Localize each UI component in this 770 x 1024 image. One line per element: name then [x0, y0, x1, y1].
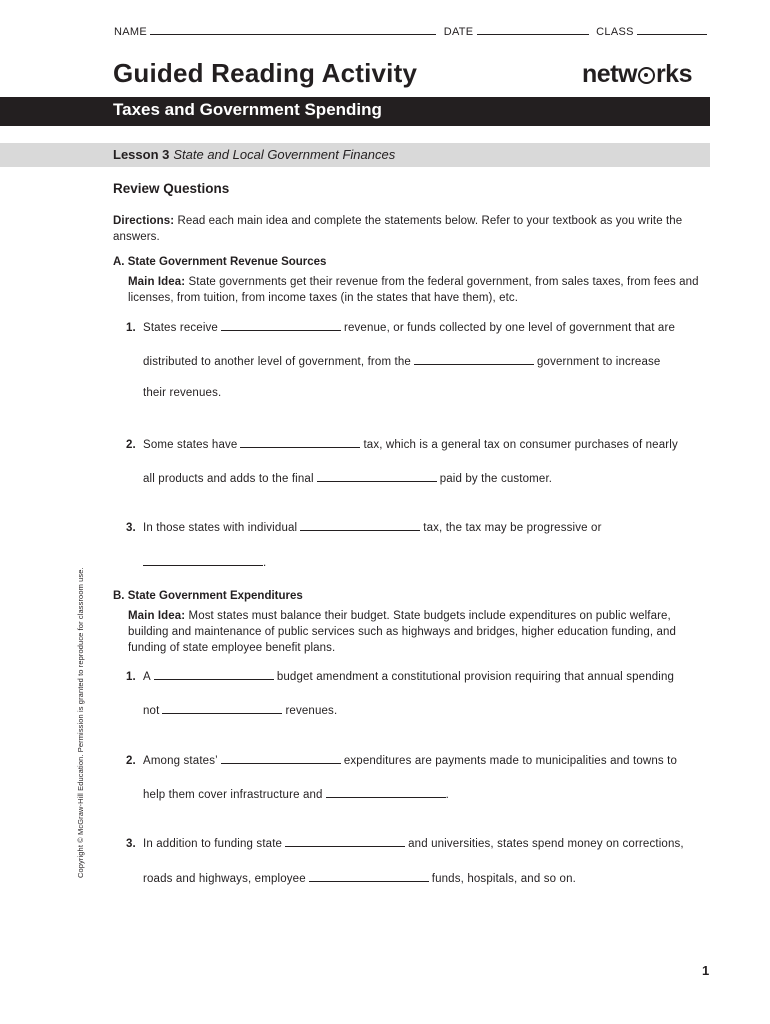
logo-text-start: netw [582, 60, 637, 88]
answer-blank[interactable] [221, 320, 341, 331]
question-text: tax, the tax may be progressive or [423, 522, 602, 534]
lesson-title: State and Local Government Finances [173, 147, 396, 162]
answer-blank[interactable] [154, 669, 274, 680]
question-text: In those states with individual [143, 522, 298, 534]
question-a2-line2 [143, 471, 552, 485]
question-text: their revenues. [143, 387, 222, 399]
question-b2-line1 [126, 753, 677, 767]
question-a1-line3 [143, 387, 221, 399]
logo-text-end: rks [655, 60, 692, 88]
question-text: . [263, 557, 267, 569]
question-text: all products and adds to the final [143, 473, 314, 485]
question-b2-line2 [143, 787, 449, 801]
question-text: A [143, 671, 151, 683]
lesson-banner [0, 143, 710, 167]
main-idea-text: State governments get their revenue from the federal government, from sales taxes, from fees and licenses, from tuition, from income taxes (in the states that have them), etc. [128, 276, 699, 304]
question-text: revenues. [285, 705, 338, 717]
question-number: 2. [126, 439, 136, 451]
answer-blank[interactable] [309, 871, 429, 882]
question-a1-line1 [126, 320, 675, 334]
subtitle-banner [0, 97, 710, 126]
directions-text: Read each main idea and complete the statements below. Refer to your textbook as you write the answers. [113, 215, 683, 243]
directions [113, 213, 703, 245]
main-idea-label: Main Idea: [128, 276, 186, 288]
question-number: 2. [126, 755, 136, 767]
section-b-heading: B. State Government Expenditures [113, 590, 303, 602]
answer-blank[interactable] [162, 703, 282, 714]
main-idea-text: Most states must balance their budget. State budgets include expenditures on public welfare, building and maintenance of public services such as highways and bridges, higher education funding, and funding of state employee benefit plans. [128, 610, 676, 654]
section-a-main-idea [128, 274, 713, 306]
question-a1-line2 [143, 354, 660, 368]
name-label: NAME [114, 26, 147, 38]
answer-blank[interactable] [285, 836, 405, 847]
question-text: distributed to another level of government, from the [143, 356, 411, 368]
student-info-header [114, 25, 707, 38]
directions-label: Directions: [113, 215, 175, 227]
question-text: government to increase [536, 356, 661, 368]
question-text: tax, which is a general tax on consumer purchases of nearly [363, 439, 678, 451]
date-field[interactable] [477, 25, 589, 35]
question-a3-line2 [143, 555, 266, 569]
question-text: Some states have [143, 439, 238, 451]
question-b3-line1 [126, 836, 684, 850]
target-circle-icon [638, 67, 655, 84]
subtitle: Taxes and Government Spending [113, 100, 382, 119]
question-text: help them cover infrastructure and [143, 789, 323, 801]
networks-logo [582, 60, 692, 89]
answer-blank[interactable] [317, 471, 437, 482]
question-text: States receive [143, 322, 218, 334]
question-text: budget amendment a constitutional provision requiring that annual spending [276, 671, 675, 683]
lesson-heading [113, 147, 395, 162]
answer-blank[interactable] [414, 354, 534, 365]
question-text: roads and highways, employee [143, 873, 306, 885]
question-number: 1. [126, 671, 136, 683]
question-text: paid by the customer. [439, 473, 553, 485]
question-text: and universities, states spend money on corrections, [408, 838, 684, 850]
class-field[interactable] [637, 25, 707, 35]
question-text: expenditures are payments made to municipalities and towns to [343, 755, 678, 767]
question-b1-line2 [143, 703, 337, 717]
answer-blank[interactable] [143, 555, 263, 566]
section-a-heading: A. State Government Revenue Sources [113, 256, 327, 268]
question-text: funds, hospitals, and so on. [431, 873, 576, 885]
question-number: 1. [126, 322, 136, 334]
copyright-notice: Copyright © McGraw-Hill Education. Permission is granted to reproduce for classroom use. [76, 567, 85, 878]
name-field[interactable] [150, 25, 436, 35]
page-title: Guided Reading Activity [113, 58, 418, 88]
question-b3-line2 [143, 871, 576, 885]
question-text: In addition to funding state [143, 838, 283, 850]
question-number: 3. [126, 522, 136, 534]
question-text: Among states’ [143, 755, 218, 767]
lesson-label: Lesson 3 [113, 147, 170, 162]
answer-blank[interactable] [240, 437, 360, 448]
answer-blank[interactable] [221, 753, 341, 764]
question-b1-line1 [126, 669, 674, 683]
question-text: . [445, 789, 449, 801]
question-number: 3. [126, 838, 136, 850]
date-label: DATE [443, 26, 474, 38]
question-text: not [143, 705, 160, 717]
question-a2-line1 [126, 437, 678, 451]
answer-blank[interactable] [300, 520, 420, 531]
question-a3-line1 [126, 520, 602, 534]
answer-blank[interactable] [326, 787, 446, 798]
page-number: 1 [702, 963, 710, 978]
section-b-main-idea [128, 608, 713, 656]
class-label: CLASS [596, 26, 634, 38]
question-text: revenue, or funds collected by one level of government that are [343, 322, 675, 334]
main-idea-label: Main Idea: [128, 610, 186, 622]
review-heading: Review Questions [113, 181, 230, 196]
